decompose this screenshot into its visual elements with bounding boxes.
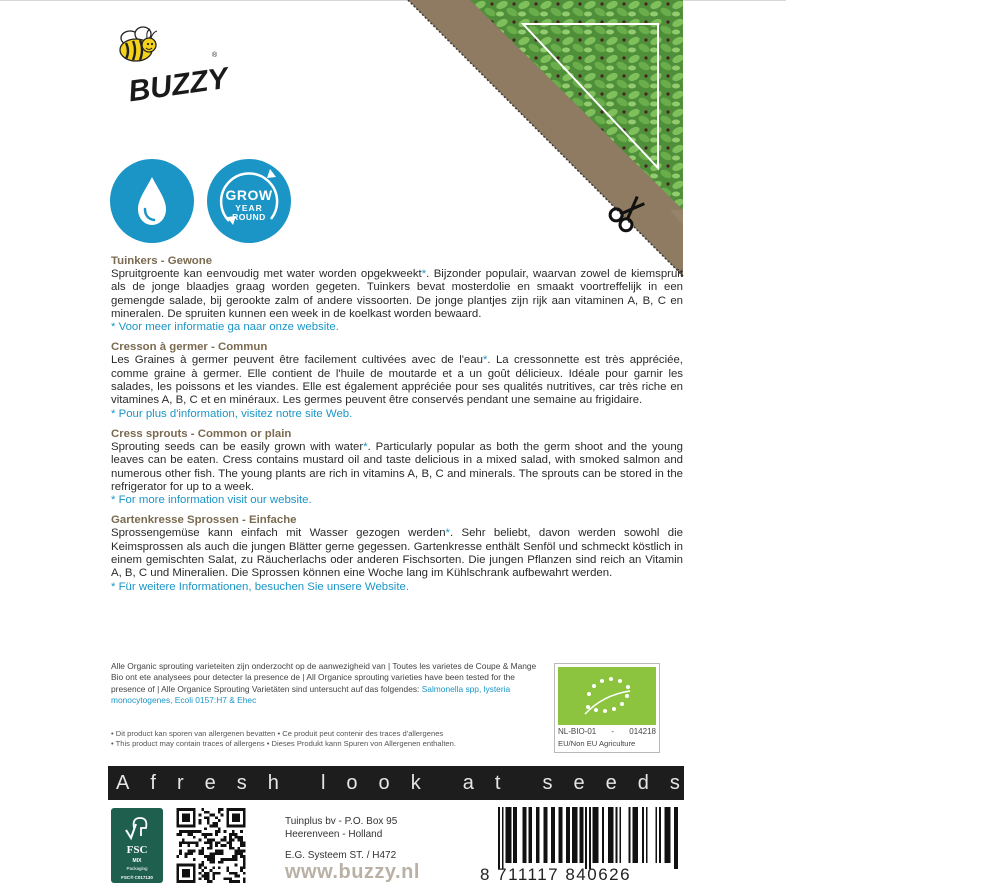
eu-leaf-icon: [558, 667, 656, 725]
section-title: Cress sprouts - Common or plain: [111, 427, 292, 440]
fsc-tree-icon: [122, 814, 152, 842]
section-german: [111, 514, 683, 593]
section-title: Tuinkers - Gewone: [111, 255, 213, 267]
eu-organic-logo: NL-BIO-01 - 014218 EU/Non EU Agriculture: [554, 663, 660, 753]
section-english: [111, 428, 683, 507]
year-label: YEAR: [235, 203, 263, 213]
grow-label: GROW: [225, 187, 273, 203]
brand-wordmark: BUZZY: [126, 61, 231, 109]
section-body: Sprouting seeds can be easily grown with water*. Particularly popular as both the germ shoot and the young leaves can be eaten. Cress contains mustard oil and taste delicious in a mixed salad, with smoked salmon and numerous other fish. The young plants are rich in vitamins A, B, C and minerals. The sprouts can be stored in the refrigerator for up to a week.: [111, 440, 683, 493]
organic-testing-notice: Alle Organic sprouting varieteiten zijn onderzocht op de aanwezigheid van | Toutes les varietes de Coupe & Mange Bio ont ete analysees pour detecter la presence de | All Organice sprouting varieties have been tested for the presence of | Alle Organice Sprouting Varietäten sind untersucht auf das folgendes: Salmonella spp, lysteria monocytogenes, Ecoli 0157:H7 & Ehec: [111, 661, 537, 706]
round-label: ROUND: [232, 212, 266, 222]
section-title: Cresson à germer - Commun: [111, 341, 268, 354]
water-drop-icon: [110, 159, 194, 243]
website-note: * For more information visit our website.: [111, 494, 312, 507]
pathogen-list: Salmonella spp, lysteria monocytogenes, Ecoli 0157:H7 & Ehec: [111, 683, 511, 706]
company-address: Tuinplus bv - P.O. Box 95 Heerenveen - Holland: [285, 816, 398, 840]
qr-code[interactable]: [176, 808, 246, 883]
website-note: * Voor meer informatie ga naar onze website.: [111, 321, 339, 334]
buzzy-logo: [108, 24, 231, 109]
website-link[interactable]: www.buzzy.nl: [285, 861, 420, 883]
certification-code: E.G. Systeem ST. / H472: [285, 850, 397, 861]
barcode-number: 8 711117 840626: [480, 865, 632, 884]
fsc-logo: FSC MIX Packaging FSC® C017130: [111, 808, 163, 883]
allergen-notice: • Dit product kan sporen van allergenen bevatten • Ce produit peut contenir des traces d'allergenes • This product may contain traces of allergens • Dieses Produkt kann Spuren von Allergenen enthalten.: [111, 729, 456, 748]
description-sections: [111, 255, 683, 601]
section-body: Spruitgroente kan eenvoudig met water worden opgekweekt*. Bijzonder populair, waarvan zowel de kiemspruit als de jonge blaadjes graag worden gegeten. Tuinkers bevat mosterdolie en smaakt voortreffelijk in een gemengde salade, bij gerookte zalm of andere vissoorten. De jonge plantjes zijn rijk aan vitaminen A, B, C en mineralen. De spruiten kunnen een week in de koelkast worden bewaard.: [111, 268, 683, 320]
bee-icon: [120, 27, 157, 61]
variety-banner-label: TUINKERS: [923, 97, 1003, 173]
svg-text:®: ®: [212, 52, 218, 59]
website-note: * Pour plus d'information, visitez notre site Web.: [111, 407, 353, 420]
website-note: * Für weitere Informationen, besuchen Sie unsere Website.: [111, 580, 410, 593]
section-dutch: [111, 255, 683, 334]
slogan-bar: A f r e s h l o o k a t s e e d s: [108, 766, 684, 800]
barcode: [480, 807, 680, 889]
grow-year-round-icon: [207, 159, 291, 243]
cress-photo: [408, 0, 1003, 276]
section-french: [111, 341, 683, 420]
section-body: Les Graines à germer peuvent être facilement cultivées avec de l'eau*. La cressonnette est très appréciée, comme graine à germer. Elle contient de l'huile de moutarde et a un goût délicieux. Idéale pour garnir les salades, les poissons et les viandes. Elle est également appréciée pour ses qualités nutritives, car très riche en vitamines A, B, C et en minéraux. Les germes peuvent être conservés pendant une semaine au frigidaire.: [111, 354, 683, 407]
section-body: Sprossengemüse kann einfach mit Wasser gezogen werden*. Sehr beliebt, davon werden sowohl die Keimsprossen als auch die jungen Blätter gerne gegessen. Gartenkresse enthält Senföl und schmeckt köstlich in einem gemischten Salat, zu Räucherlachs oder anderen Fischsorten. Die jungen Pflanzen sind reich an Vitamin A, B, C und Mineralien. Die Sprossen können eine Woche lang im Kühlschrank aufbewahrt werden.: [111, 527, 683, 580]
section-title: Gartenkresse Sprossen - Einfache: [111, 514, 297, 527]
